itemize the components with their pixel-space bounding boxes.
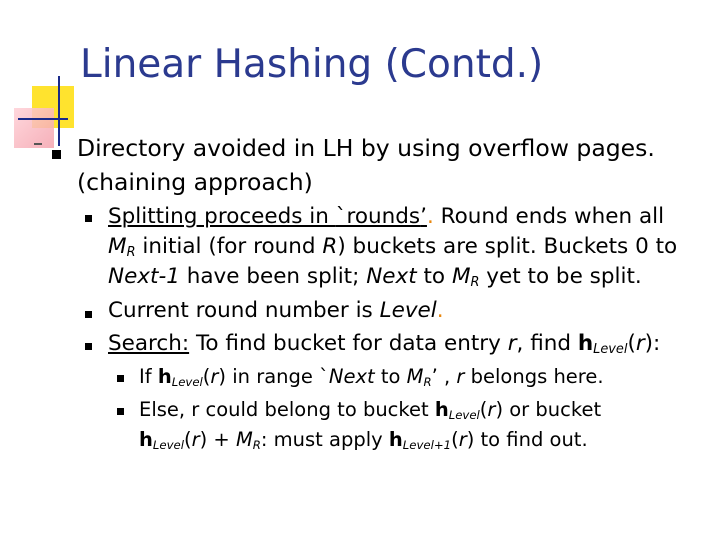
sub1-M2: M: [451, 264, 471, 289]
sub3b-else-text: Else, r could belong to bucket: [139, 398, 435, 421]
square-bullet-icon: [85, 215, 92, 222]
sub3b-r1: r: [487, 398, 496, 421]
sub3b-level2-subscript: Level: [152, 437, 184, 452]
sub3b-p3: (: [451, 428, 459, 451]
sub3b-M: M: [235, 428, 253, 451]
sub3-line: [108, 331, 660, 356]
sub1-dot: .: [426, 204, 434, 229]
sub3a-next: Next: [328, 365, 375, 388]
sub3-paren-close: ):: [644, 331, 661, 356]
sub3-r: r: [507, 331, 517, 356]
sub3b-line2: [139, 428, 588, 451]
sub3a-quote: ’: [431, 365, 438, 388]
sub3b-p1: (: [479, 398, 488, 421]
sub3a-comma: ,: [437, 365, 457, 388]
sub3a-line: [139, 365, 604, 388]
sub3a-r2: r: [456, 365, 465, 388]
sub3a-if: If: [139, 365, 158, 388]
sub1-initial-text: initial (for round: [135, 234, 323, 259]
sub1-line1: [108, 204, 664, 229]
sub3a-to: to: [374, 365, 407, 388]
square-bullet-icon: [85, 311, 92, 318]
sub1-round-ends: Round ends when all: [433, 204, 665, 229]
sub3a-belongs: belongs here.: [464, 365, 604, 388]
decorative-horizontal-line: [18, 118, 68, 120]
sub1-quote: ’: [420, 204, 427, 229]
sub1-M: M: [108, 234, 127, 259]
sub3a-in-range: ) in range: [218, 365, 320, 388]
sub3b-level1-subscript: Level: [448, 407, 480, 422]
sub3b-line1: [139, 398, 601, 421]
square-bullet-icon: [52, 150, 61, 159]
sub3b-h2: h: [139, 428, 153, 451]
sub3b-r3: r: [458, 428, 467, 451]
sub3a-M: M: [406, 365, 424, 388]
sub1-line3: [108, 264, 642, 289]
sub3b-must-apply: : must apply: [260, 428, 389, 451]
square-bullet-icon: [117, 408, 124, 415]
sub3-h: h: [577, 331, 594, 356]
sub2-line: [108, 298, 444, 323]
sub3b-R-subscript: R: [252, 437, 261, 452]
sub1-backquote: `: [335, 204, 347, 229]
square-bullet-icon: [117, 375, 124, 382]
sub1-R2-subscript: R: [470, 275, 480, 291]
sub1-next: Next: [366, 264, 417, 289]
sub1-rounds: rounds: [346, 204, 421, 229]
sub3b-or-bucket: ) or bucket: [495, 398, 602, 421]
sub3-paren-open: (: [627, 331, 636, 356]
sub3-text1: To find bucket for data entry: [189, 331, 508, 356]
sub3b-find-out: ) to find out.: [466, 428, 588, 451]
sub3a-R-subscript: R: [423, 374, 432, 389]
sub3b-plus: ) +: [199, 428, 236, 451]
sub1-next-minus-1: Next-1: [108, 264, 180, 289]
bullet1-line2: (chaining approach): [77, 168, 313, 196]
sub3a-r: r: [210, 365, 219, 388]
sub3b-r2: r: [191, 428, 200, 451]
sub2-dot: .: [436, 298, 444, 323]
sub3-level-subscript: Level: [593, 342, 628, 358]
sub2-level: Level: [379, 298, 437, 323]
decorative-dash: [34, 143, 42, 145]
slide-title: Linear Hashing (Contd.): [80, 42, 544, 87]
sub1-line2: [108, 234, 677, 259]
sub1-buckets-split: ) buckets are split. Buckets 0 to: [337, 234, 678, 259]
sub3a-level-subscript: Level: [171, 374, 203, 389]
sub3-search-label: Search:: [108, 331, 190, 356]
sub1-to: to: [416, 264, 452, 289]
square-bullet-icon: [85, 343, 92, 350]
decorative-pink-square: [14, 108, 54, 148]
sub3b-h3: h: [388, 428, 403, 451]
sub1-R-italic: R: [322, 234, 338, 259]
sub3-r2: r: [635, 331, 645, 356]
sub1-yet-to-split: yet to be split.: [479, 264, 642, 289]
sub1-splitting-text: Splitting proceeds in: [108, 204, 336, 229]
sub3b-level-plus1-subscript: Level+1: [402, 437, 452, 452]
sub3a-p1: (: [202, 365, 211, 388]
sub1-R-subscript: R: [126, 245, 136, 261]
sub3b-h1: h: [434, 398, 449, 421]
sub3b-p2: (: [183, 428, 192, 451]
sub3a-h: h: [157, 365, 172, 388]
bullet1-line1: Directory avoided in LH by using overflow pages.: [77, 134, 655, 162]
sub2-prefix: Current round number is: [108, 298, 380, 323]
sub1-have-been-split: have been split;: [179, 264, 367, 289]
sub3a-backquote: `: [319, 365, 329, 388]
decorative-vertical-line: [58, 76, 60, 146]
sub3-text2: , find: [516, 331, 578, 356]
